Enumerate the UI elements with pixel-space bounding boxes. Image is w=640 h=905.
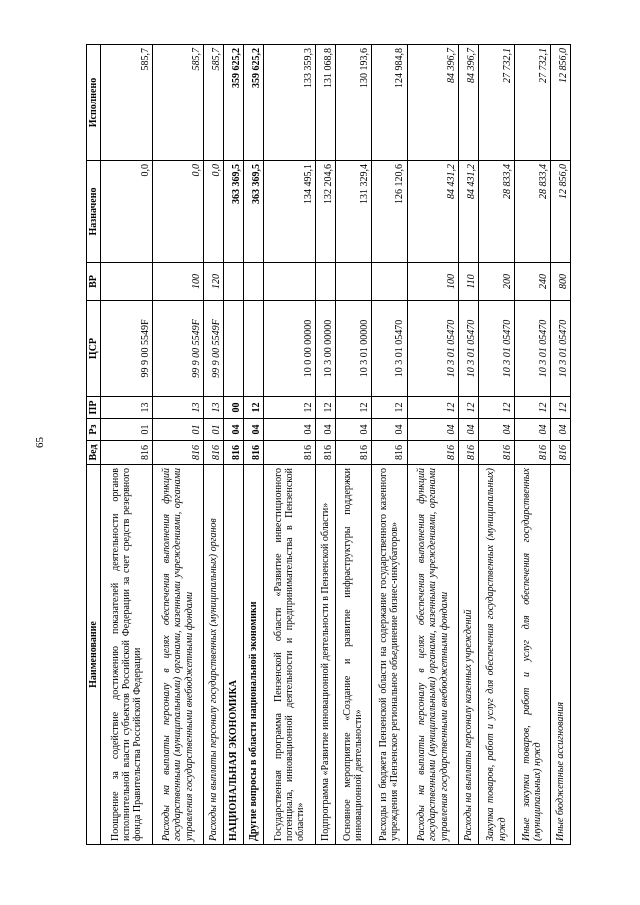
cell-assigned: 0,0 [152, 161, 204, 263]
cell-rz: 04 [459, 419, 479, 441]
cell-ved: 816 [224, 441, 244, 465]
cell-executed: 124 984,8 [371, 45, 407, 161]
cell-pr: 13 [101, 397, 153, 419]
cell-vr [316, 263, 336, 301]
cell-rz: 04 [371, 419, 407, 441]
cell-pr: 13 [152, 397, 204, 419]
cell-rz: 04 [550, 419, 570, 441]
cell-rz: 04 [479, 419, 515, 441]
cell-vr: 100 [152, 263, 204, 301]
cell-assigned: 28 833,4 [515, 161, 551, 263]
cell-assigned: 12 856,0 [550, 161, 570, 263]
cell-pr: 12 [515, 397, 551, 419]
cell-name: Расходы на выплаты персоналу в целях обеспечения выполнения функций государственными (муниципальными) органами, казенными учреждениями, органами управления государственными внебюджетными фондами [407, 465, 459, 845]
header-ved: Вед [87, 441, 101, 465]
cell-executed: 359 625,2 [244, 45, 264, 161]
cell-csr: 10 3 01 05470 [479, 301, 515, 397]
cell-assigned: 131 329,4 [336, 161, 372, 263]
cell-csr: 10 3 01 05470 [459, 301, 479, 397]
cell-executed: 12 856,0 [550, 45, 570, 161]
table-row [152, 45, 204, 845]
table-row [336, 45, 372, 845]
cell-pr: 00 [224, 397, 244, 419]
cell-csr: 10 0 00 00000 [264, 301, 316, 397]
table-row [479, 45, 515, 845]
cell-executed: 585,7 [152, 45, 204, 161]
cell-vr [224, 263, 244, 301]
cell-ved: 816 [550, 441, 570, 465]
cell-pr: 12 [336, 397, 372, 419]
cell-name: Расходы на выплаты персоналу в целях обеспечения выполнения функций государственными (муниципальными) органами, казенными учреждениями, органами управления государственными внебюджетными фондами [152, 465, 204, 845]
cell-vr: 110 [459, 263, 479, 301]
cell-assigned: 126 120,6 [371, 161, 407, 263]
cell-rz: 04 [515, 419, 551, 441]
header-vr: ВР [87, 263, 101, 301]
budget-table [86, 44, 571, 845]
cell-pr: 12 [316, 397, 336, 419]
table-row [371, 45, 407, 845]
cell-assigned: 28 833,4 [479, 161, 515, 263]
cell-vr [336, 263, 372, 301]
cell-rz: 01 [152, 419, 204, 441]
cell-ved: 816 [316, 441, 336, 465]
cell-executed: 130 193,6 [336, 45, 372, 161]
cell-executed: 585,7 [204, 45, 224, 161]
cell-executed: 84 396,7 [459, 45, 479, 161]
cell-vr: 200 [479, 263, 515, 301]
cell-rz: 04 [336, 419, 372, 441]
cell-vr [101, 263, 153, 301]
cell-rz: 04 [224, 419, 244, 441]
header-executed: Исполнено [87, 45, 101, 161]
table-row [224, 45, 244, 845]
cell-assigned: 363 369,5 [224, 161, 244, 263]
cell-executed: 133 359,3 [264, 45, 316, 161]
cell-rz: 01 [101, 419, 153, 441]
table-row [204, 45, 224, 845]
table-row [550, 45, 570, 845]
cell-name: Поощрение за содействие достижению показателей деятельности органов исполнительной власти субъектов Российской Федерации за счет средств резервного фонда Правительства Российской Федерации [101, 465, 153, 845]
cell-csr [244, 301, 264, 397]
cell-ved: 816 [244, 441, 264, 465]
table-row [101, 45, 153, 845]
cell-csr: 10 3 01 05470 [515, 301, 551, 397]
header-pr: ПР [87, 397, 101, 419]
cell-executed: 585,7 [101, 45, 153, 161]
cell-pr: 12 [371, 397, 407, 419]
cell-ved: 816 [264, 441, 316, 465]
cell-name: Подпрограмма «Развитие инновационной деятельности в Пензенской области» [316, 465, 336, 845]
cell-ved: 816 [459, 441, 479, 465]
cell-ved: 816 [204, 441, 224, 465]
cell-assigned: 84 431,2 [459, 161, 479, 263]
cell-pr: 12 [264, 397, 316, 419]
header-assigned: Назначено [87, 161, 101, 263]
cell-ved: 816 [479, 441, 515, 465]
cell-csr: 10 3 00 00000 [316, 301, 336, 397]
cell-ved: 816 [515, 441, 551, 465]
cell-vr [244, 263, 264, 301]
cell-vr [371, 263, 407, 301]
cell-assigned: 132 204,6 [316, 161, 336, 263]
cell-executed: 359 625,2 [224, 45, 244, 161]
cell-assigned: 84 431,2 [407, 161, 459, 263]
cell-rz: 04 [407, 419, 459, 441]
cell-pr: 13 [204, 397, 224, 419]
table-row [244, 45, 264, 845]
cell-ved: 816 [336, 441, 372, 465]
cell-rz: 04 [244, 419, 264, 441]
cell-rz: 01 [204, 419, 224, 441]
table-body [101, 45, 571, 845]
cell-name: Государственная программа Пензенской области «Развитие инвестиционного потенциала, инновационной деятельности и предпринимательства в Пензенской области» [264, 465, 316, 845]
cell-assigned: 363 369,5 [244, 161, 264, 263]
cell-pr: 12 [479, 397, 515, 419]
header-csr: ЦСР [87, 301, 101, 397]
header-rz: Рз [87, 419, 101, 441]
cell-ved: 816 [371, 441, 407, 465]
cell-pr: 12 [244, 397, 264, 419]
cell-csr: 99 9 00 5549F [152, 301, 204, 397]
cell-csr: 10 3 01 05470 [371, 301, 407, 397]
cell-name: Другие вопросы в области национальной экономики [244, 465, 264, 845]
table-row [316, 45, 336, 845]
cell-vr: 240 [515, 263, 551, 301]
table-row [459, 45, 479, 845]
cell-assigned: 0,0 [204, 161, 224, 263]
cell-assigned: 0,0 [101, 161, 153, 263]
rotated-table-container [86, 45, 571, 845]
cell-vr: 120 [204, 263, 224, 301]
cell-vr: 100 [407, 263, 459, 301]
header-name: Наименование [87, 465, 101, 845]
cell-rz: 04 [316, 419, 336, 441]
cell-pr: 12 [550, 397, 570, 419]
cell-name: НАЦИОНАЛЬНАЯ ЭКОНОМИКА [224, 465, 244, 845]
cell-csr: 10 3 01 05470 [407, 301, 459, 397]
cell-csr: 10 3 01 05470 [550, 301, 570, 397]
cell-executed: 27 732,1 [515, 45, 551, 161]
cell-executed: 27 732,1 [479, 45, 515, 161]
cell-vr [264, 263, 316, 301]
cell-csr: 99 9 00 5549F [101, 301, 153, 397]
cell-ved: 816 [101, 441, 153, 465]
cell-assigned: 134 495,1 [264, 161, 316, 263]
cell-executed: 84 396,7 [407, 45, 459, 161]
cell-name: Расходы из бюджета Пензенской области на содержание государственного казенного учреждения «Пензенское региональное объединение бизнес-инкубаторов» [371, 465, 407, 845]
table-header-row [87, 45, 101, 845]
table-row [515, 45, 551, 845]
cell-csr: 10 3 01 00000 [336, 301, 372, 397]
table-row [264, 45, 316, 845]
cell-ved: 816 [152, 441, 204, 465]
cell-rz: 04 [264, 419, 316, 441]
cell-name: Иные бюджетные ассигнования [550, 465, 570, 845]
cell-csr [224, 301, 244, 397]
cell-pr: 12 [407, 397, 459, 419]
cell-pr: 12 [459, 397, 479, 419]
page-number: 65 [34, 437, 46, 448]
cell-name: Расходы на выплаты персоналу казенных учреждений [459, 465, 479, 845]
cell-executed: 131 068,8 [316, 45, 336, 161]
cell-name: Расходы на выплаты персоналу государственных (муниципальных) органов [204, 465, 224, 845]
cell-csr: 99 9 00 5549F [204, 301, 224, 397]
cell-vr: 800 [550, 263, 570, 301]
table-row [407, 45, 459, 845]
cell-name: Иные закупки товаров, работ и услуг для обеспечения государственных (муниципальных) нужд [515, 465, 551, 845]
cell-name: Основное мероприятие «Создание и развитие инфраструктуры поддержки инновационной деятельности» [336, 465, 372, 845]
cell-ved: 816 [407, 441, 459, 465]
cell-name: Закупка товаров, работ и услуг для обеспечения государственных (муниципальных) нужд [479, 465, 515, 845]
